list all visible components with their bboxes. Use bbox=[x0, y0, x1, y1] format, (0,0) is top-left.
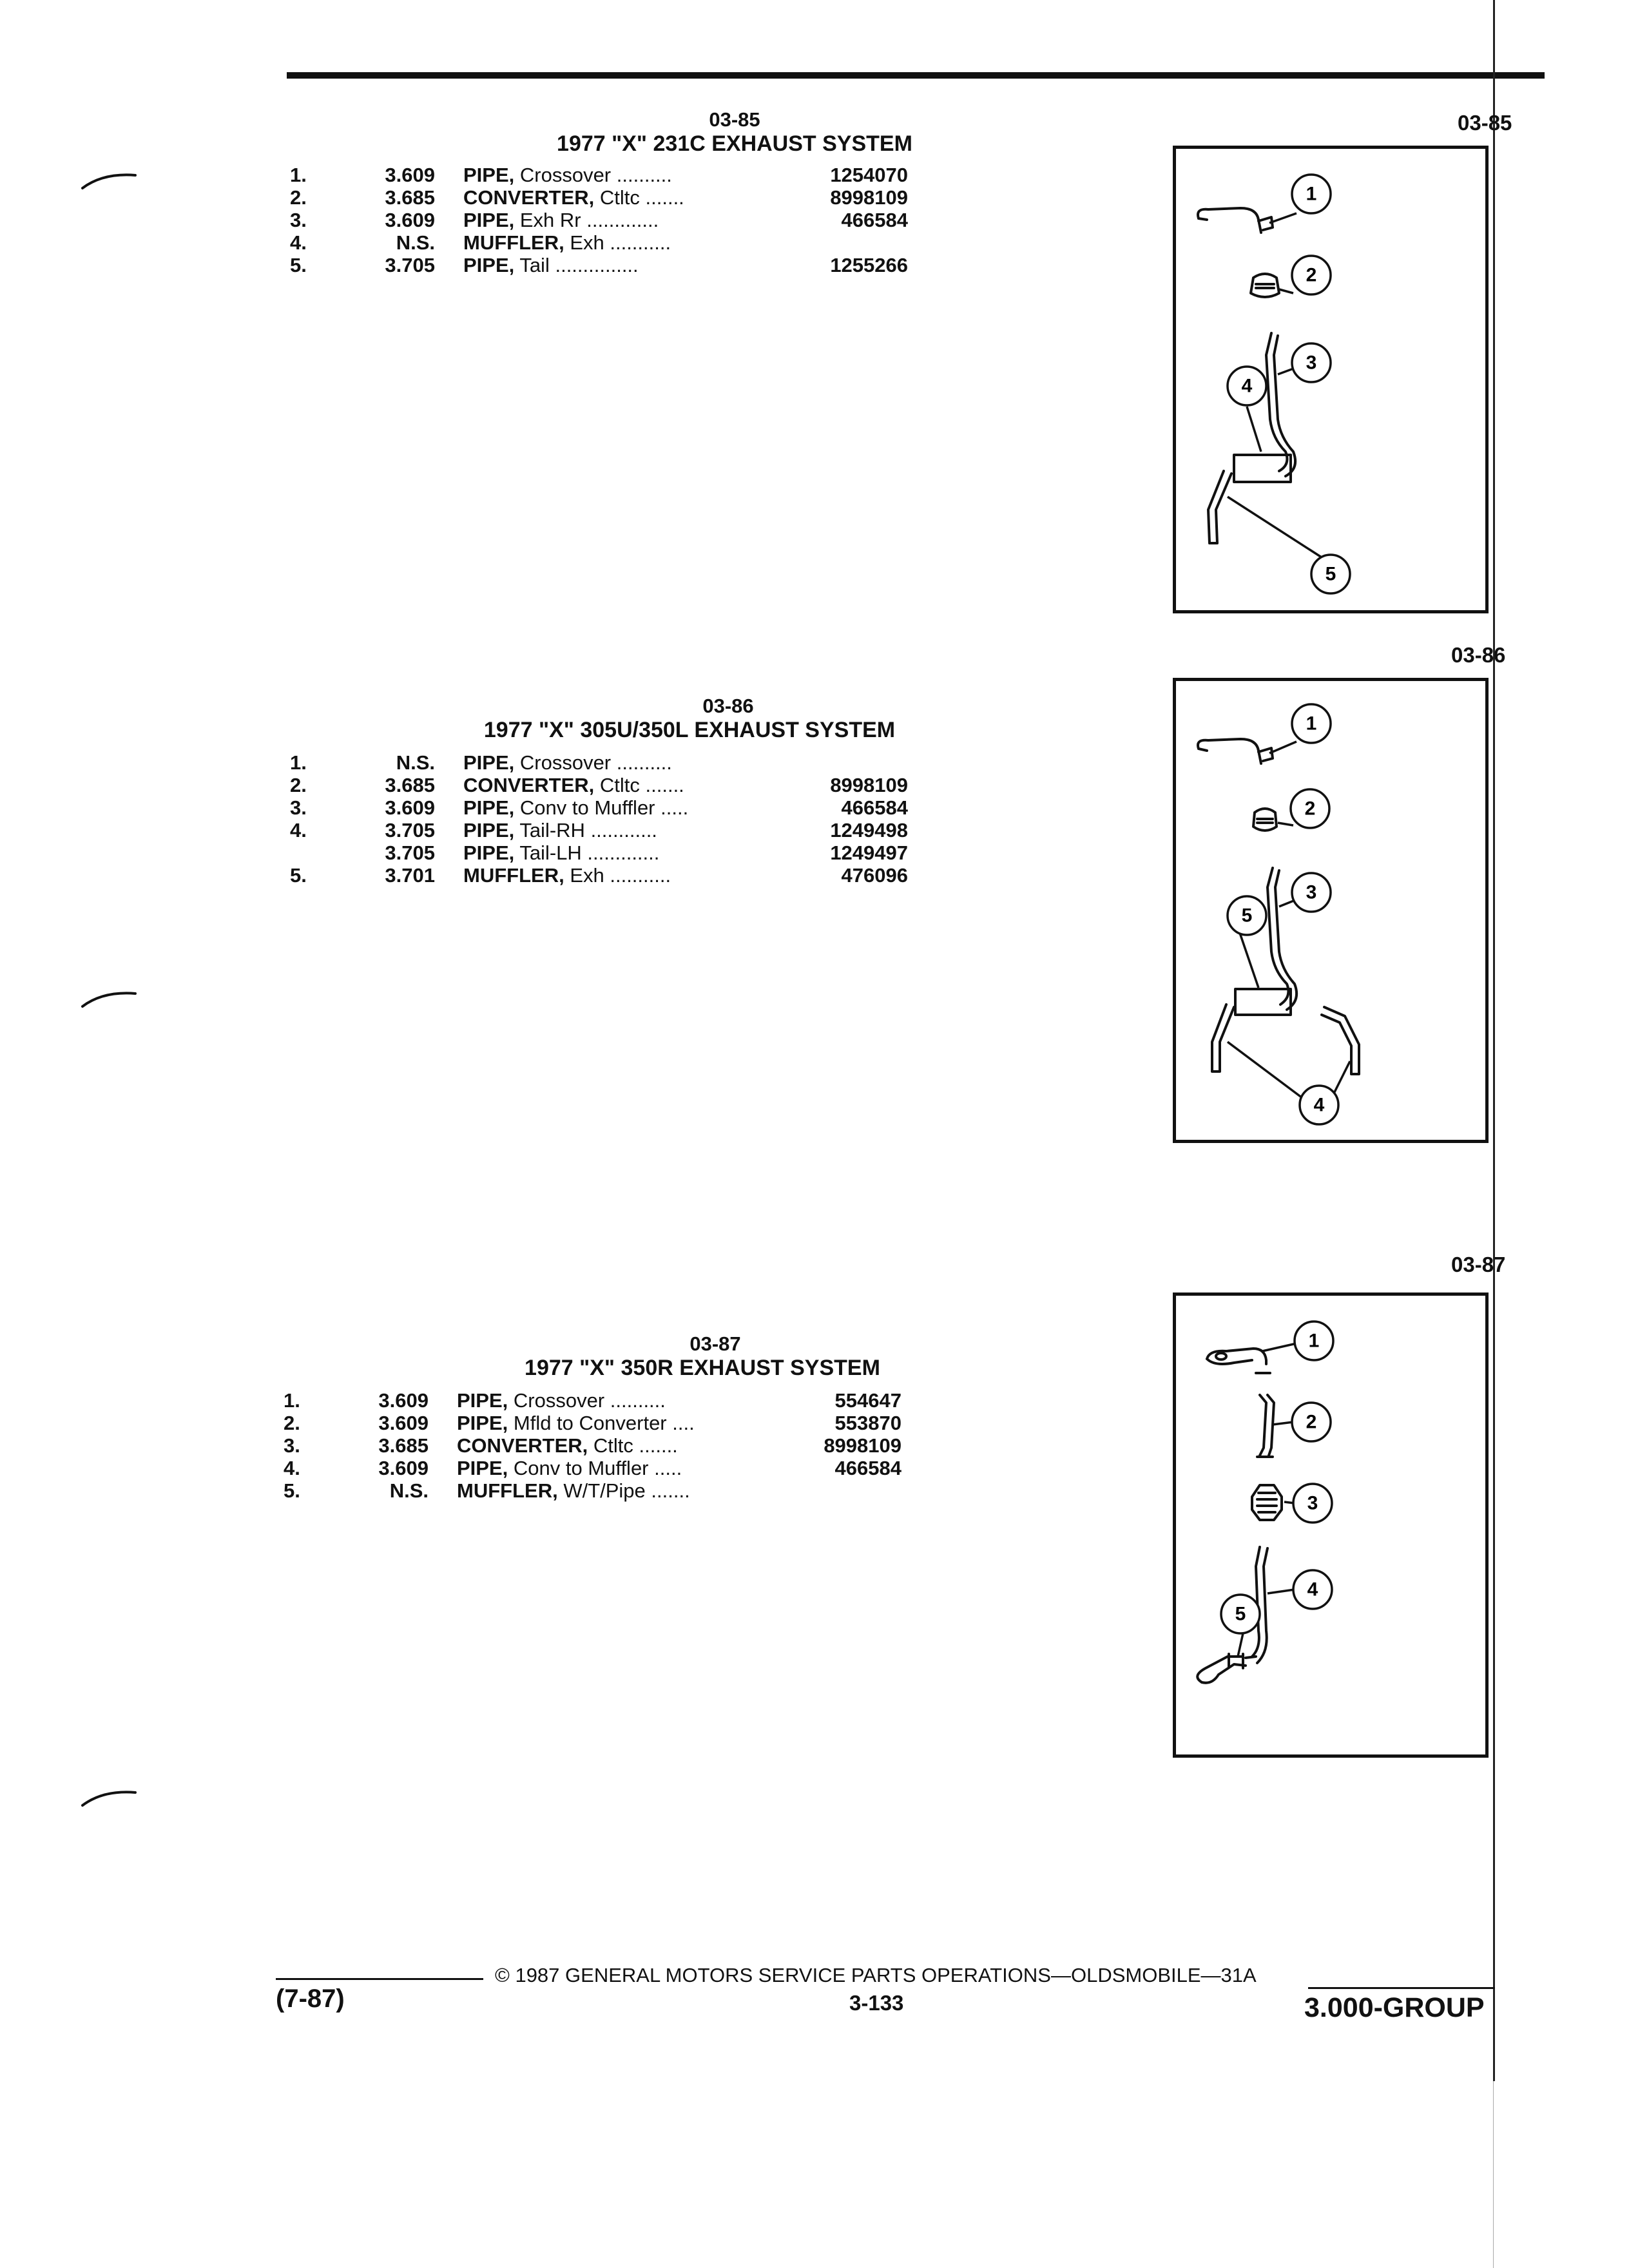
item-number: 1. bbox=[284, 1389, 300, 1412]
group-number: 3.685 bbox=[385, 186, 435, 209]
item-detail: Mfld to Converter bbox=[508, 1412, 667, 1434]
exhaust-diagram-03-85 bbox=[1173, 146, 1489, 613]
leader-dots: ........... bbox=[610, 231, 671, 254]
figure-label: 03-85 bbox=[1458, 111, 1512, 135]
item-number bbox=[290, 841, 338, 864]
page-number: 3-133 bbox=[849, 1991, 904, 2015]
item-description bbox=[463, 774, 798, 796]
group-number: N.S. bbox=[396, 231, 435, 254]
callout-arrow bbox=[1278, 823, 1293, 825]
leader-dots: ..... bbox=[660, 796, 689, 819]
item-detail: Tail-RH bbox=[514, 819, 585, 841]
group-number: 3.685 bbox=[378, 1434, 429, 1457]
callout-3 bbox=[1293, 1484, 1332, 1523]
leader-dots: ........... bbox=[610, 864, 671, 887]
item-detail: Crossover bbox=[508, 1389, 605, 1412]
group-number: 3.609 bbox=[378, 1389, 429, 1412]
item-detail: Crossover bbox=[514, 751, 612, 774]
part-number: 8998109 bbox=[824, 1434, 901, 1457]
svg-text:1: 1 bbox=[1306, 713, 1317, 735]
item-name: PIPE, bbox=[463, 254, 515, 276]
item-detail: Ctltc bbox=[594, 186, 640, 209]
converter bbox=[1253, 809, 1277, 831]
leader-dots: ............... bbox=[555, 254, 639, 276]
item-detail: Tail-LH bbox=[514, 841, 582, 864]
callout-arrow bbox=[1239, 931, 1258, 988]
leader-dots: ............ bbox=[590, 819, 657, 841]
footer-rule-left bbox=[276, 1978, 483, 1980]
leader-dots: .... bbox=[672, 1412, 695, 1434]
group-number: N.S. bbox=[389, 1479, 429, 1502]
item-name: PIPE, bbox=[463, 819, 515, 841]
group-number: 3.705 bbox=[385, 254, 435, 276]
group-label: 3.000-GROUP bbox=[1304, 1992, 1485, 2023]
figure-label: 03-86 bbox=[1451, 643, 1506, 667]
callout-arrow bbox=[1279, 289, 1293, 293]
svg-text:1: 1 bbox=[1308, 1330, 1320, 1352]
callout-4 bbox=[1293, 1570, 1332, 1609]
parts-row bbox=[290, 841, 908, 864]
section-code: 03-87 bbox=[689, 1332, 741, 1355]
group-number: N.S. bbox=[396, 751, 435, 774]
callout-5 bbox=[1221, 1595, 1260, 1633]
svg-text:5: 5 bbox=[1241, 905, 1253, 927]
svg-text:4: 4 bbox=[1241, 375, 1253, 397]
exhaust-diagram-03-86 bbox=[1173, 678, 1489, 1143]
parts-row bbox=[284, 1457, 901, 1479]
item-number: 5. bbox=[290, 254, 307, 276]
callout-arrow bbox=[1247, 407, 1261, 452]
item-description bbox=[463, 186, 798, 209]
parts-list bbox=[284, 1389, 901, 1502]
item-description bbox=[463, 231, 798, 254]
parts-list bbox=[290, 164, 908, 276]
parts-row bbox=[284, 1389, 901, 1412]
callout-arrow bbox=[1262, 1343, 1296, 1351]
item-detail: Ctltc bbox=[594, 774, 640, 796]
item-name: PIPE, bbox=[463, 209, 515, 231]
item-detail: Tail bbox=[514, 254, 550, 276]
svg-text:3: 3 bbox=[1306, 881, 1317, 903]
part-number bbox=[792, 1479, 901, 1502]
leader-dots: .......... bbox=[610, 1389, 666, 1412]
leader-dots: .......... bbox=[616, 751, 672, 774]
crossover-pipe bbox=[1207, 1349, 1270, 1373]
part-number: 1254070 bbox=[830, 164, 908, 186]
item-description bbox=[463, 254, 798, 276]
item-detail: Conv to Muffler bbox=[508, 1457, 649, 1479]
footer-rule-right bbox=[1308, 1987, 1495, 1989]
leader-dots: ............. bbox=[587, 841, 660, 864]
item-number: 4. bbox=[290, 819, 307, 841]
callout-4 bbox=[1228, 367, 1266, 405]
callout-1 bbox=[1295, 1321, 1333, 1360]
callout-1 bbox=[1292, 175, 1331, 213]
parts-row bbox=[284, 1412, 901, 1434]
svg-text:5: 5 bbox=[1235, 1603, 1246, 1625]
part-number bbox=[798, 751, 908, 774]
parts-row bbox=[284, 1479, 901, 1502]
item-detail: Exh bbox=[564, 231, 604, 254]
section-code: 03-85 bbox=[709, 108, 760, 131]
part-number: 476096 bbox=[841, 864, 908, 887]
svg-text:5: 5 bbox=[1325, 563, 1336, 585]
svg-text:4: 4 bbox=[1307, 1579, 1318, 1600]
item-number: 4. bbox=[284, 1457, 300, 1479]
section-title: 1977 "X" 350R EXHAUST SYSTEM bbox=[525, 1356, 880, 1380]
item-description bbox=[463, 841, 798, 864]
converter bbox=[1252, 1485, 1282, 1520]
leader-dots: ....... bbox=[645, 186, 684, 209]
item-description bbox=[457, 1479, 792, 1502]
part-number: 466584 bbox=[841, 209, 908, 231]
callout-3 bbox=[1292, 873, 1331, 912]
parts-row bbox=[290, 796, 908, 819]
muffler-tailpipe bbox=[1197, 1654, 1256, 1683]
group-number: 3.609 bbox=[385, 796, 435, 819]
item-description bbox=[463, 164, 798, 186]
callout-arrow bbox=[1228, 1042, 1305, 1100]
group-number: 3.609 bbox=[385, 209, 435, 231]
item-name: CONVERTER, bbox=[463, 186, 595, 209]
part-number: 8998109 bbox=[830, 774, 908, 796]
parts-row bbox=[284, 1434, 901, 1457]
parts-row bbox=[290, 254, 908, 276]
svg-text:1: 1 bbox=[1306, 183, 1317, 205]
parts-row bbox=[290, 819, 908, 841]
item-detail: Exh bbox=[564, 864, 604, 887]
item-name: MUFFLER, bbox=[463, 231, 564, 254]
item-name: PIPE, bbox=[463, 751, 515, 774]
item-description bbox=[457, 1389, 792, 1412]
part-number: 554647 bbox=[834, 1389, 901, 1412]
mfld-to-converter-pipe bbox=[1257, 1395, 1274, 1457]
item-description bbox=[463, 209, 798, 231]
group-number: 3.685 bbox=[385, 774, 435, 796]
item-number: 2. bbox=[290, 186, 307, 209]
svg-text:3: 3 bbox=[1307, 1492, 1318, 1514]
part-number: 8998109 bbox=[830, 186, 908, 209]
top-rule bbox=[287, 72, 1545, 79]
item-number: 2. bbox=[290, 774, 307, 796]
parts-row bbox=[290, 186, 908, 209]
group-number: 3.705 bbox=[385, 841, 435, 864]
figure-label: 03-87 bbox=[1451, 1253, 1506, 1276]
page-edge-line-lower bbox=[1493, 2081, 1494, 2268]
svg-text:2: 2 bbox=[1306, 264, 1317, 286]
item-number: 4. bbox=[290, 231, 307, 254]
callout-2 bbox=[1291, 789, 1329, 828]
item-name: PIPE, bbox=[457, 1412, 508, 1434]
callout-3 bbox=[1292, 343, 1331, 382]
revision-date: (7-87) bbox=[276, 1984, 345, 2013]
margin-mark bbox=[77, 979, 142, 1018]
item-description bbox=[457, 1457, 792, 1479]
item-name: MUFFLER, bbox=[457, 1479, 558, 1502]
tail-pipe-rh bbox=[1322, 1007, 1359, 1074]
exhaust-diagram-03-87 bbox=[1173, 1293, 1489, 1758]
section-title: 1977 "X" 305U/350L EXHAUST SYSTEM bbox=[483, 718, 896, 742]
section-code: 03-86 bbox=[702, 695, 754, 717]
part-number: 1249497 bbox=[830, 841, 908, 864]
parts-row bbox=[290, 209, 908, 231]
item-description bbox=[463, 819, 798, 841]
margin-mark bbox=[77, 161, 142, 200]
item-description bbox=[463, 796, 798, 819]
item-detail: Conv to Muffler bbox=[514, 796, 655, 819]
callout-4 bbox=[1300, 1086, 1338, 1124]
crossover-pipe bbox=[1198, 208, 1273, 233]
converter bbox=[1251, 274, 1279, 297]
svg-text:2: 2 bbox=[1306, 1411, 1317, 1433]
group-number: 3.701 bbox=[385, 864, 435, 887]
item-name: PIPE, bbox=[457, 1457, 508, 1479]
callout-5 bbox=[1228, 896, 1266, 935]
parts-row bbox=[290, 864, 908, 887]
parts-list bbox=[290, 751, 908, 887]
callout-arrow bbox=[1269, 213, 1296, 223]
item-detail: W/T/Pipe bbox=[557, 1479, 646, 1502]
item-description bbox=[457, 1412, 792, 1434]
callout-arrow bbox=[1273, 1422, 1293, 1425]
item-description bbox=[463, 751, 798, 774]
item-description bbox=[457, 1434, 792, 1457]
part-number: 1249498 bbox=[830, 819, 908, 841]
item-number: 3. bbox=[290, 209, 307, 231]
svg-text:2: 2 bbox=[1304, 798, 1316, 820]
callout-5 bbox=[1311, 555, 1350, 593]
copyright-notice: © 1987 GENERAL MOTORS SERVICE PARTS OPERATIONS—OLDSMOBILE—31A bbox=[495, 1964, 1257, 1986]
leader-dots: ....... bbox=[645, 774, 684, 796]
item-detail: Ctltc bbox=[588, 1434, 633, 1457]
parts-row bbox=[290, 164, 908, 186]
group-number: 3.609 bbox=[385, 164, 435, 186]
item-number: 1. bbox=[290, 164, 307, 186]
page-edge-line bbox=[1493, 0, 1495, 2081]
callout-arrow bbox=[1269, 742, 1296, 753]
item-number: 3. bbox=[284, 1434, 300, 1457]
parts-row bbox=[290, 231, 908, 254]
item-detail: Exh Rr bbox=[514, 209, 581, 231]
margin-mark bbox=[77, 1778, 142, 1817]
part-number bbox=[798, 231, 908, 254]
leader-dots: ............. bbox=[586, 209, 659, 231]
callout-1 bbox=[1292, 704, 1331, 743]
item-name: PIPE, bbox=[463, 164, 515, 186]
item-name: PIPE, bbox=[463, 796, 515, 819]
tail-pipe bbox=[1208, 471, 1231, 543]
svg-text:3: 3 bbox=[1306, 352, 1317, 374]
item-number: 5. bbox=[290, 864, 307, 887]
parts-row bbox=[290, 751, 908, 774]
section-title: 1977 "X" 231C EXHAUST SYSTEM bbox=[557, 131, 912, 156]
item-number: 1. bbox=[290, 751, 307, 774]
leader-dots: ....... bbox=[639, 1434, 678, 1457]
item-name: MUFFLER, bbox=[463, 864, 564, 887]
part-number: 1255266 bbox=[830, 254, 908, 276]
item-number: 3. bbox=[290, 796, 307, 819]
item-name: PIPE, bbox=[457, 1389, 508, 1412]
parts-row bbox=[290, 774, 908, 796]
item-name: CONVERTER, bbox=[457, 1434, 588, 1457]
callout-arrow bbox=[1279, 900, 1295, 907]
part-number: 466584 bbox=[841, 796, 908, 819]
svg-text:4: 4 bbox=[1313, 1094, 1325, 1116]
callout-2 bbox=[1292, 256, 1331, 294]
leader-dots: ..... bbox=[654, 1457, 682, 1479]
group-number: 3.609 bbox=[378, 1457, 429, 1479]
group-number: 3.705 bbox=[385, 819, 435, 841]
callout-arrow bbox=[1228, 497, 1322, 557]
leader-dots: ....... bbox=[651, 1479, 690, 1502]
callout-2 bbox=[1292, 1403, 1331, 1441]
item-number: 2. bbox=[284, 1412, 300, 1434]
leader-dots: .......... bbox=[616, 164, 672, 186]
item-name: PIPE, bbox=[463, 841, 515, 864]
tail-pipe-lh bbox=[1212, 1004, 1234, 1072]
item-number: 5. bbox=[284, 1479, 300, 1502]
item-detail: Crossover bbox=[514, 164, 612, 186]
item-description bbox=[463, 864, 798, 887]
crossover-pipe bbox=[1198, 739, 1273, 764]
part-number: 466584 bbox=[834, 1457, 901, 1479]
group-number: 3.609 bbox=[378, 1412, 429, 1434]
part-number: 553870 bbox=[834, 1412, 901, 1434]
callout-arrow bbox=[1268, 1590, 1295, 1593]
item-name: CONVERTER, bbox=[463, 774, 595, 796]
